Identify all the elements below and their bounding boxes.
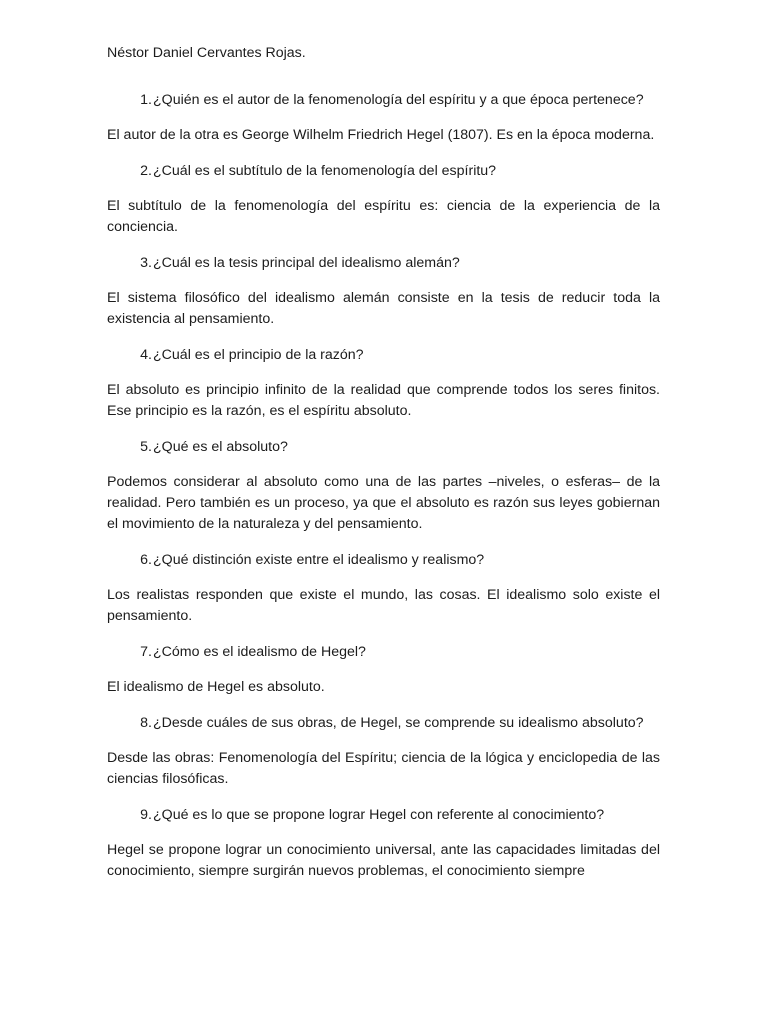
qa-item-6 [107, 550, 660, 627]
qa-item-4 [107, 345, 660, 422]
answer-3: El sistema filosófico del idealismo alemán consiste en la tesis de reducir toda la existencia al pensamiento. [107, 290, 660, 327]
question-number: 3. [140, 255, 152, 271]
answer-1: El autor de la otra es George Wilhelm Friedrich Hegel (1807). Es en la época moderna. [107, 127, 655, 143]
question-number: 2. [140, 163, 152, 179]
question-text: ¿Qué es el absoluto? [153, 439, 288, 455]
question-text: ¿Quién es el autor de la fenomenología del espíritu y a que época pertenece? [153, 92, 644, 108]
question-7 [107, 642, 660, 663]
answer-5: Podemos considerar al absoluto como una de las partes –niveles, o esferas– de la realidad. Pero también es un proceso, ya que el absoluto es razón sus leyes gobiernan el movimiento de la naturaleza y del pensamiento. [107, 474, 660, 532]
question-4 [107, 345, 660, 366]
qa-item-8 [107, 713, 660, 790]
qa-item-1 [107, 90, 660, 146]
qa-item-5 [107, 437, 660, 535]
question-8 [107, 713, 660, 734]
answer-2: El subtítulo de la fenomenología del espíritu es: ciencia de la experiencia de la conciencia. [107, 198, 660, 235]
question-9 [107, 805, 660, 826]
answer-6: Los realistas responden que existe el mundo, las cosas. El idealismo solo existe el pensamiento. [107, 587, 660, 624]
question-text: ¿Qué es lo que se propone lograr Hegel con referente al conocimiento? [153, 807, 605, 823]
answer-7: El idealismo de Hegel es absoluto. [107, 679, 325, 695]
question-text: ¿Cómo es el idealismo de Hegel? [153, 644, 366, 660]
qa-item-3 [107, 253, 660, 330]
answer-8: Desde las obras: Fenomenología del Espíritu; ciencia de la lógica y enciclopedia de las ciencias filosóficas. [107, 750, 660, 787]
question-3 [107, 253, 660, 274]
question-number: 8. [140, 715, 152, 731]
question-number: 7. [140, 644, 152, 660]
question-1 [107, 90, 660, 111]
question-text: ¿Cuál es la tesis principal del idealismo alemán? [153, 255, 460, 271]
question-number: 6. [140, 552, 152, 568]
question-6 [107, 550, 660, 571]
question-number: 9. [140, 807, 152, 823]
qa-item-9 [107, 805, 660, 882]
qa-item-2 [107, 161, 660, 238]
question-text: ¿Cuál es el principio de la razón? [153, 347, 364, 363]
question-text: ¿Cuál es el subtítulo de la fenomenología del espíritu? [153, 163, 497, 179]
qa-item-7 [107, 642, 660, 698]
author-name: Néstor Daniel Cervantes Rojas. [107, 45, 306, 61]
question-text: ¿Desde cuáles de sus obras, de Hegel, se comprende su idealismo absoluto? [153, 715, 644, 731]
question-2 [107, 161, 660, 182]
question-text: ¿Qué distinción existe entre el idealismo y realismo? [153, 552, 485, 568]
answer-4: El absoluto es principio infinito de la realidad que comprende todos los seres finitos. Ese principio es la razón, es el espíritu absoluto. [107, 382, 660, 419]
question-number: 1. [140, 92, 152, 108]
question-number: 4. [140, 347, 152, 363]
question-number: 5. [140, 439, 152, 455]
answer-9: Hegel se propone lograr un conocimiento universal, ante las capacidades limitadas del conocimiento, siempre surgirán nuevos problemas, el conocimiento siempre [107, 842, 660, 879]
document-page [107, 43, 660, 897]
question-5 [107, 437, 660, 458]
